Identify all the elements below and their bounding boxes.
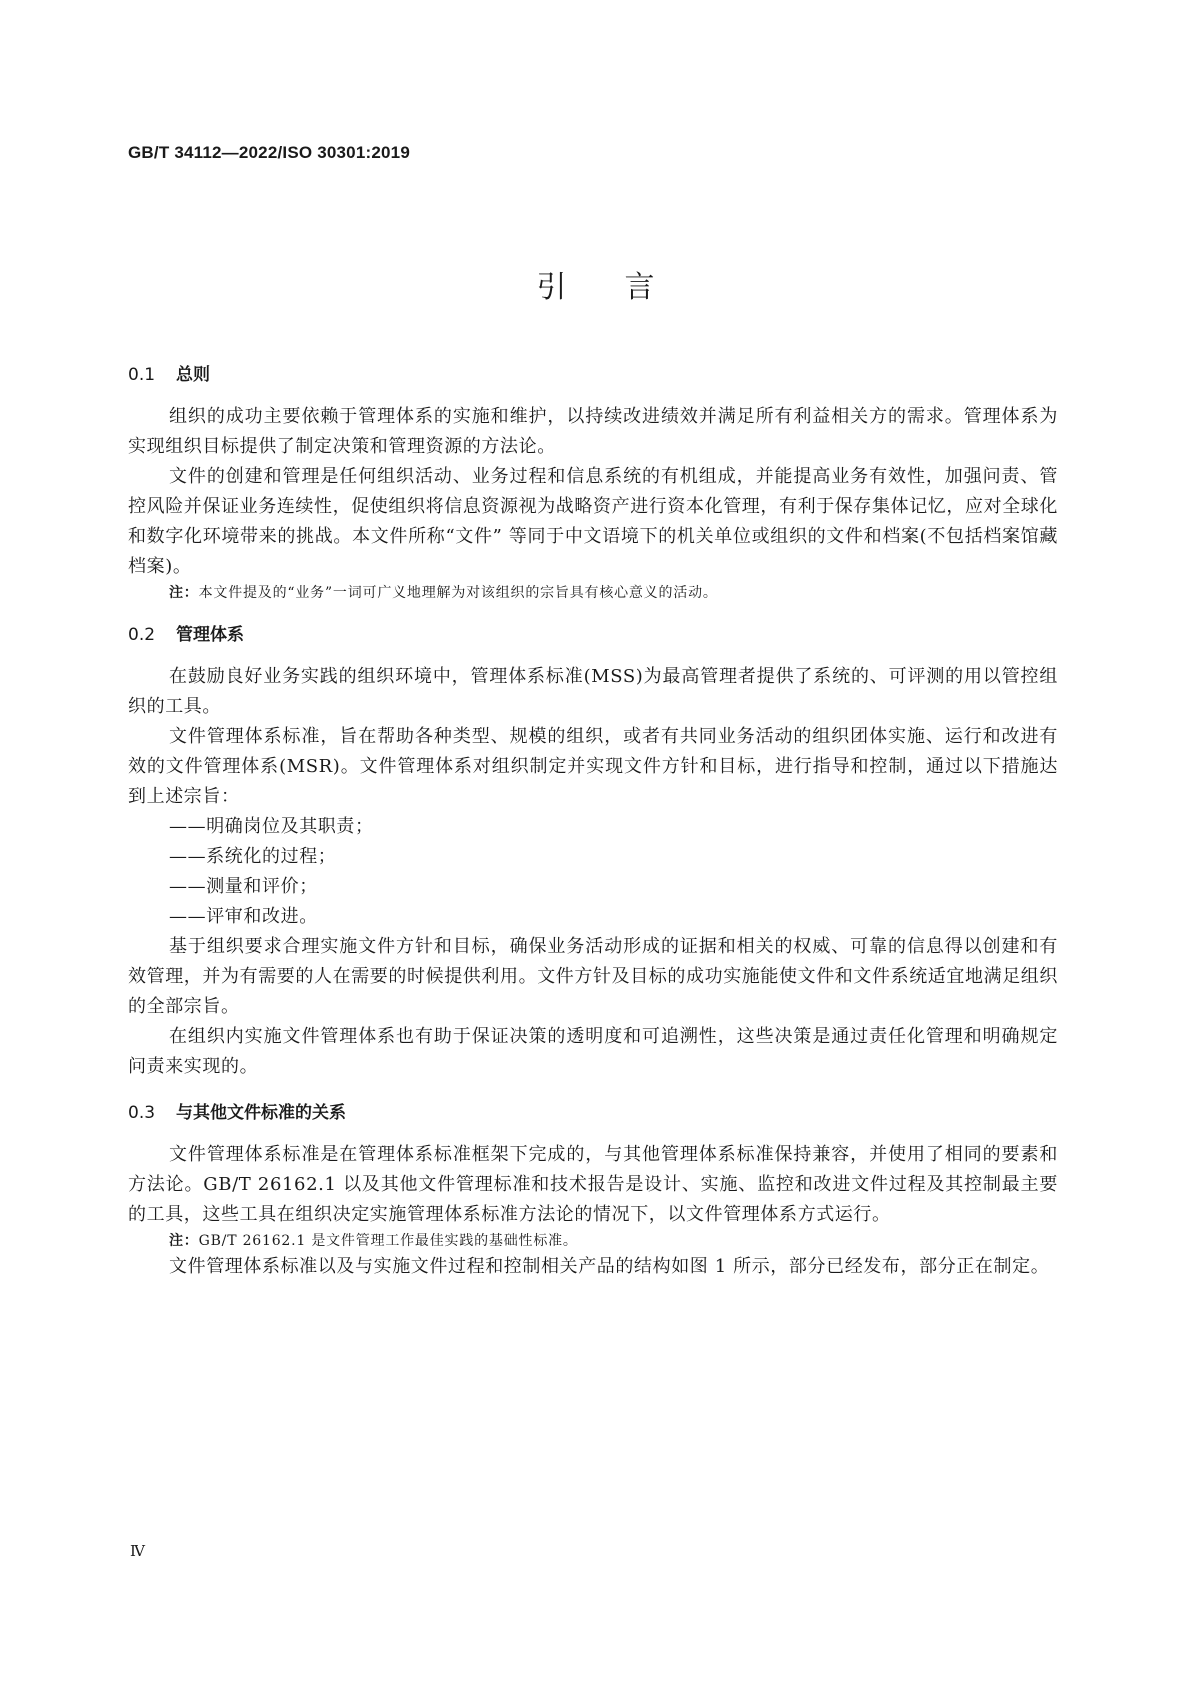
list-item: ——测量和评价；: [169, 876, 318, 897]
paragraph: 文件管理体系标准以及与实施文件过程和控制相关产品的结构如图 1 所示，部分已经发布，部分正在制定。: [169, 1256, 1050, 1277]
note-text: GB/T 26162.1 是文件管理工作最佳实践的基础性标准。: [198, 1233, 578, 1249]
paragraph: 在鼓励良好业务实践的组织环境中，管理体系标准(MSS)为最高管理者提供了系统的、可评测的用以管控组织的工具。: [128, 666, 1058, 717]
paragraph: 文件的创建和管理是任何组织活动、业务过程和信息系统的有机组成，并能提高业务有效性，加强问责、管控风险并保证业务连续性，促使组织将信息资源视为战略资产进行资本化管理，有利于保存集体记忆，应对全球化和数字化环境带来的挑战。本文件所称“文件” 等同于中文语境下的机关单位或组织的文件和档案(不包括档案馆藏档案)。: [128, 466, 1058, 577]
paragraph: 组织的成功主要依赖于管理体系的实施和维护，以持续改进绩效并满足所有利益相关方的需求。管理体系为实现组织目标提供了制定决策和管理资源的方法论。: [128, 406, 1058, 457]
note-label: 注：: [169, 1233, 199, 1249]
section-number: 0.2: [128, 625, 156, 645]
paragraph: 文件管理体系标准是在管理体系标准框架下完成的，与其他管理体系标准保持兼容，并使用了相同的要素和方法论。GB/T 26162.1 以及其他文件管理标准和技术报告是设计、实施、监控和改进文件过程及其控制最主要的工具，这些工具在组织决定实施管理体系标准方法论的情况下，以文件管理体系方式运行。: [128, 1144, 1058, 1225]
paragraph: 基于组织要求合理实施文件方针和目标，确保业务活动形成的证据和相关的权威、可靠的信息得以创建和有效管理，并为有需要的人在需要的时候提供利用。文件方针及目标的成功实施能使文件和文件系统适宜地满足组织的全部宗旨。: [128, 936, 1058, 1017]
paragraph: 文件管理体系标准，旨在帮助各种类型、规模的组织，或者有共同业务活动的组织团体实施、运行和改进有效的文件管理体系(MSR)。文件管理体系对组织制定并实现文件方针和目标，进行指导和控制，通过以下措施达到上述宗旨：: [128, 726, 1058, 807]
section-heading-0-1: [128, 362, 1058, 388]
list-item: ——评审和改进。: [169, 906, 318, 927]
page-title: 引言: [536, 270, 713, 306]
section-title: 管理体系: [176, 625, 244, 645]
section-number: 0.3: [128, 1103, 156, 1123]
section-heading-0-3: [128, 1100, 1058, 1126]
standard-code-header: GB/T 34112—2022/ISO 30301:2019: [128, 143, 410, 162]
note-text: 本文件提及的“业务”一词可广义地理解为对该组织的宗旨具有核心意义的活动。: [198, 585, 718, 601]
note-label: 注：: [169, 585, 199, 601]
list-item: ——系统化的过程；: [169, 846, 337, 867]
section-title: 总则: [176, 365, 210, 385]
note: [128, 1230, 1058, 1252]
document-body: [128, 362, 1058, 1282]
note: [128, 582, 1058, 604]
section-title: 与其他文件标准的关系: [176, 1103, 346, 1123]
list-item: ——明确岗位及其职责；: [169, 816, 374, 837]
page-number: Ⅳ: [130, 1542, 145, 1560]
paragraph: 在组织内实施文件管理体系也有助于保证决策的透明度和可追溯性，这些决策是通过责任化管理和明确规定问责来实现的。: [128, 1026, 1058, 1077]
section-number: 0.1: [128, 365, 156, 385]
section-heading-0-2: [128, 622, 1058, 648]
